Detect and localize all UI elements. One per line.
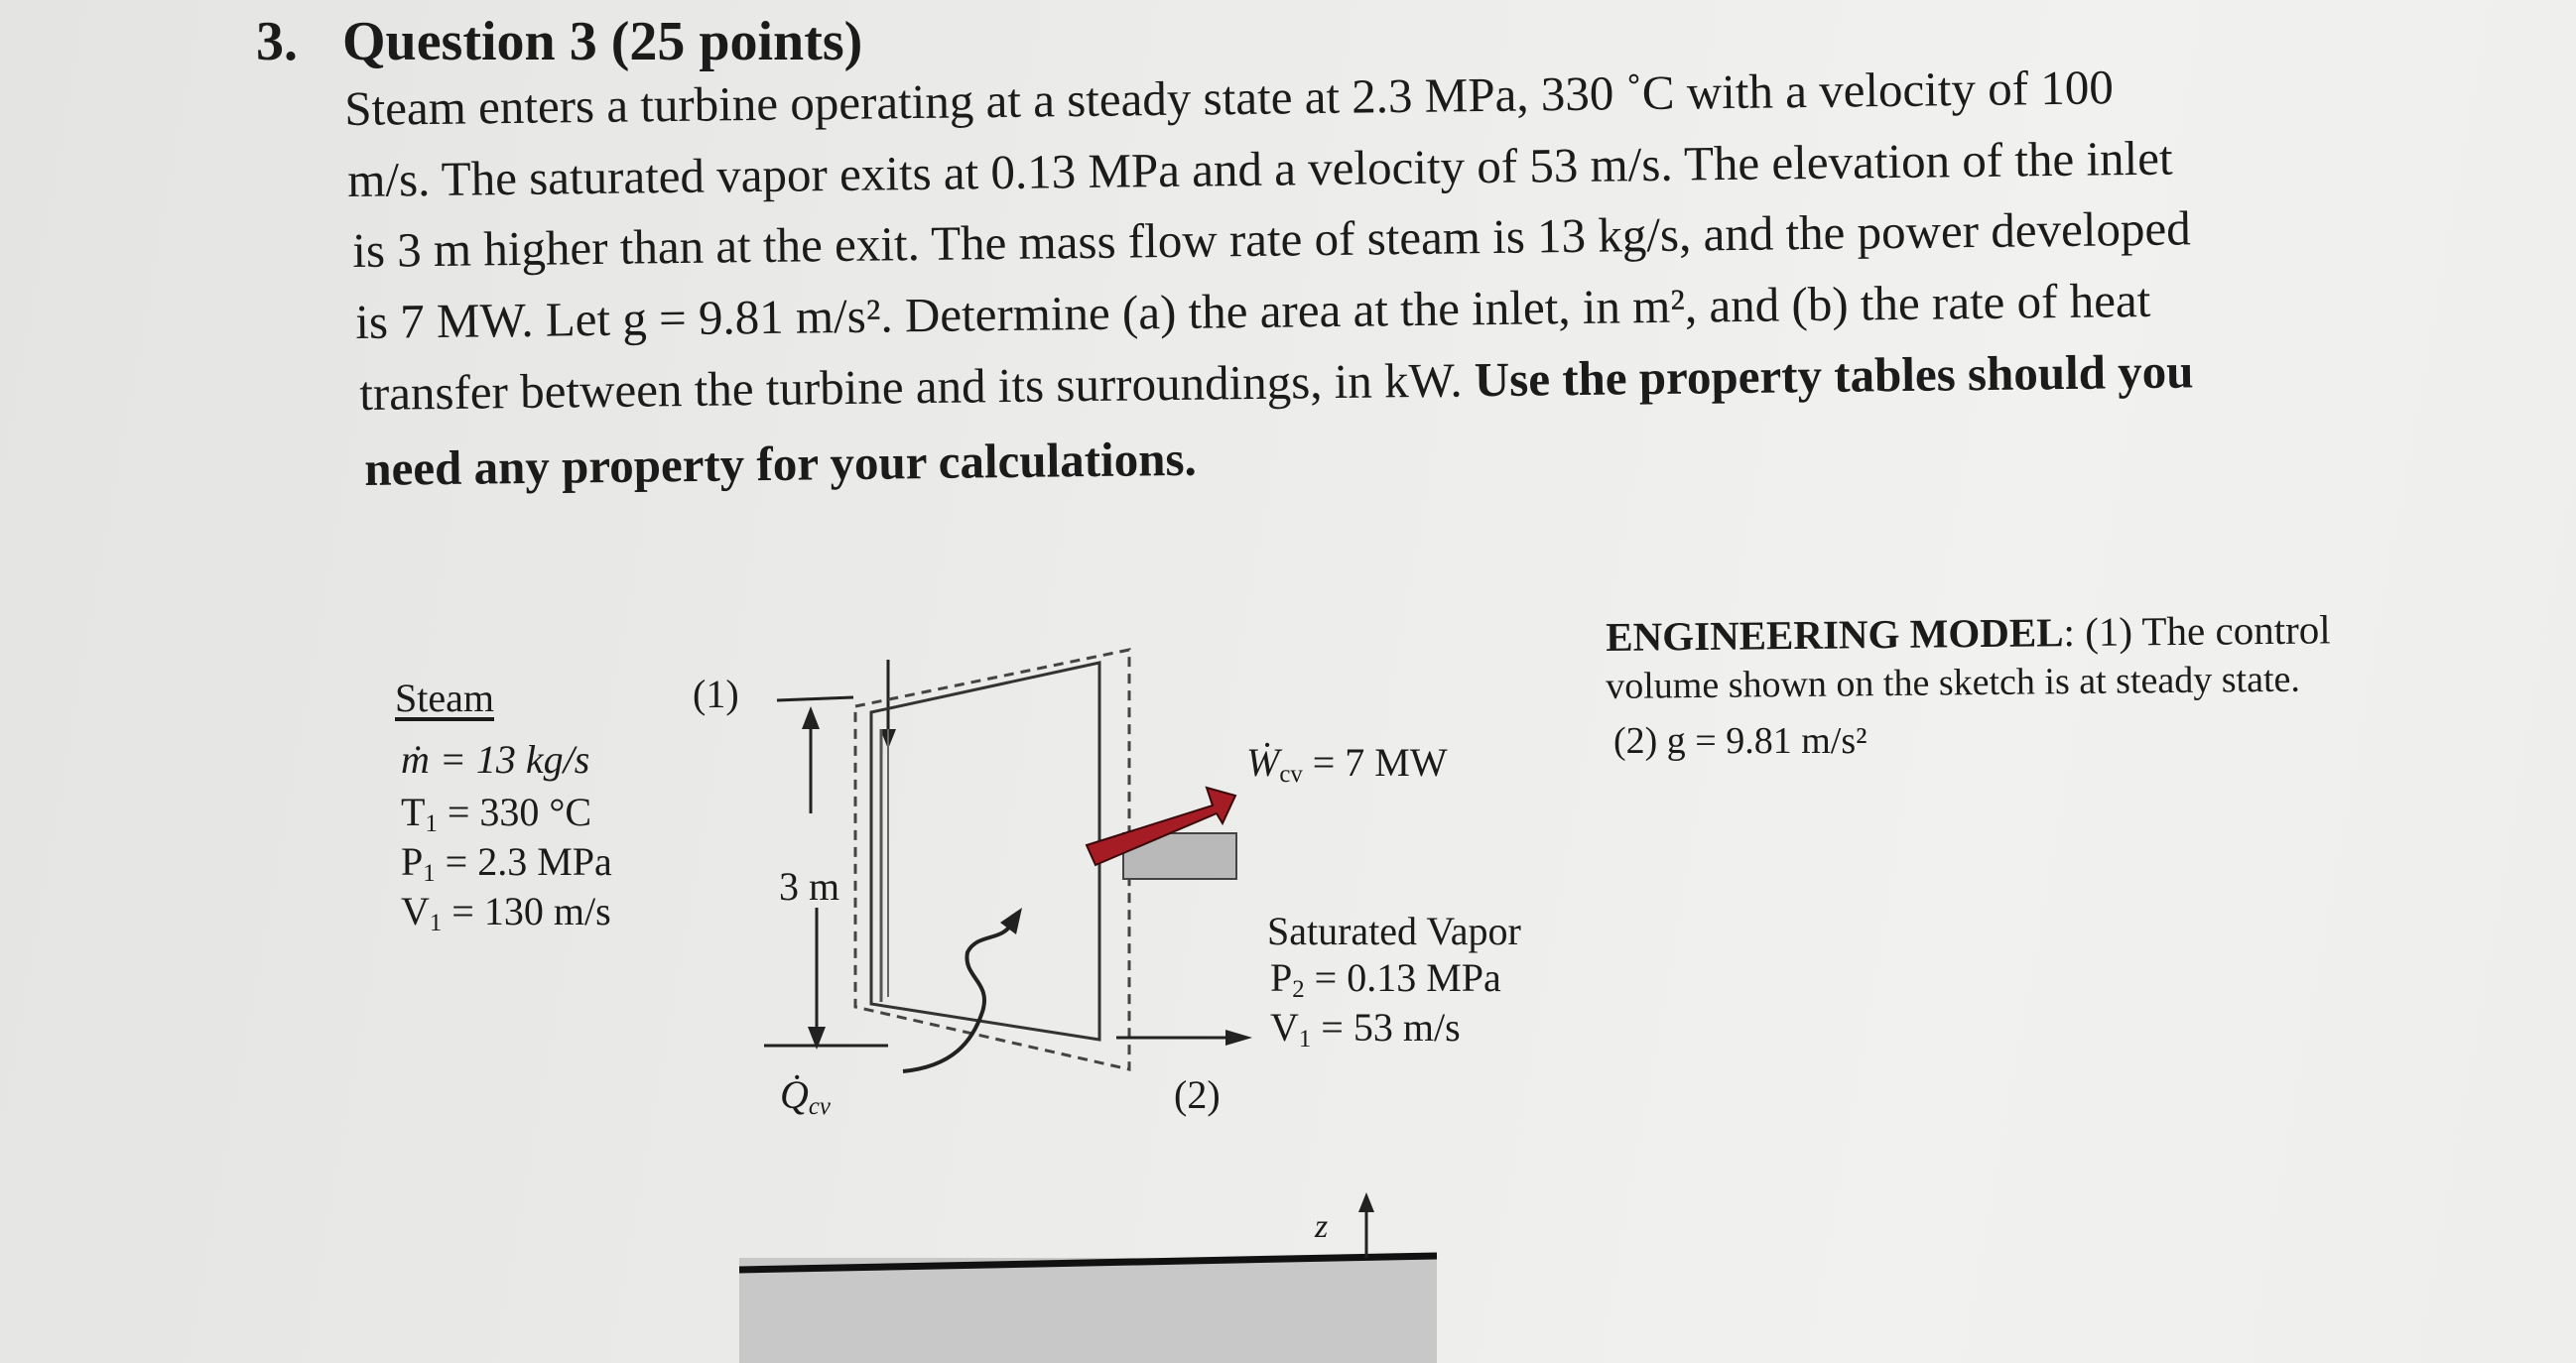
v2-value: = 53 m/s bbox=[1311, 1005, 1461, 1050]
p2-subscript: 2 bbox=[1292, 976, 1305, 1004]
t1-value: = 330 °C bbox=[437, 790, 592, 834]
question-line-2: m/s. The saturated vapor exits at 0.13 MPa and a velocity of 53 m/s. The elevation of the inlet bbox=[346, 130, 2173, 207]
inlet-state-label: (1) bbox=[693, 672, 739, 716]
p2-symbol: P bbox=[1270, 955, 1293, 1000]
z-axis-arrowhead bbox=[1358, 1192, 1374, 1212]
p1-value: = 2.3 MPa bbox=[435, 839, 612, 884]
inlet-temperature bbox=[401, 789, 592, 838]
question-line-6: need any property for your calculations. bbox=[363, 431, 1198, 496]
exit-state-label: (2) bbox=[1174, 1072, 1221, 1117]
exit-flow-arrowhead bbox=[1225, 1030, 1252, 1046]
work-label bbox=[1246, 739, 1448, 789]
p1-symbol: P bbox=[401, 839, 424, 884]
question-line-4: is 7 MW. Let g = 9.81 m/s². Determine (a) the area at the inlet, in m², and (b) the rate of heat bbox=[354, 272, 2151, 349]
work-value: = 7 MW bbox=[1302, 740, 1448, 785]
question-number: 3. bbox=[256, 11, 298, 72]
bold-instruction-start: Use the property tables should you bbox=[1474, 343, 2194, 408]
engineering-model-line-2: volume shown on the sketch is at steady state. bbox=[1606, 658, 2301, 707]
question-line-5-text: transfer between the turbine and its surroundings, in kW. bbox=[358, 352, 1463, 421]
height-arrow-up-head bbox=[802, 706, 820, 729]
exit-heading: Saturated Vapor bbox=[1267, 909, 1521, 953]
t1-subscript: 1 bbox=[425, 810, 438, 838]
t1-symbol: T bbox=[401, 790, 426, 834]
inlet-pressure bbox=[401, 838, 612, 888]
inlet-velocity bbox=[401, 888, 611, 937]
question-line-1: Steam enters a turbine operating at a steady state at 2.3 MPa, 330 ˚C with a velocity of 100 bbox=[343, 60, 2115, 136]
engineering-model-line-1-text: : (1) The control bbox=[2063, 606, 2331, 656]
z-axis-label: z bbox=[1315, 1208, 1329, 1245]
heat-symbol: Q̇ bbox=[780, 1072, 809, 1117]
exit-velocity bbox=[1270, 1004, 1461, 1051]
work-symbol: Ẇ bbox=[1246, 740, 1280, 785]
mass-flow-rate: ṁ = 13 kg/s bbox=[401, 737, 590, 782]
ground-block bbox=[739, 1258, 1437, 1363]
v1-symbol: V bbox=[401, 889, 430, 933]
v2-subscript: 1 bbox=[1298, 1026, 1312, 1053]
height-label: 3 m bbox=[779, 864, 840, 909]
v1-value: = 130 m/s bbox=[442, 889, 611, 933]
engineering-model-heading: ENGINEERING MODEL bbox=[1606, 609, 2064, 660]
heat-label bbox=[780, 1071, 831, 1121]
v1-subscript: 1 bbox=[429, 910, 443, 937]
p2-value: = 0.13 MPa bbox=[1304, 955, 1501, 1000]
turbine-body bbox=[871, 663, 1099, 1040]
question-title: Question 3 (25 points) bbox=[342, 11, 863, 72]
inlet-level-line bbox=[777, 697, 853, 700]
heat-subscript: cv bbox=[808, 1093, 831, 1121]
heat-transfer-squiggle bbox=[903, 923, 1012, 1071]
question-line-3: is 3 m higher than at the exit. The mass flow rate of steam is 13 kg/s, and the power developed bbox=[351, 200, 2191, 278]
exit-pressure bbox=[1270, 954, 1501, 1004]
steam-heading: Steam bbox=[395, 676, 494, 720]
p1-subscript: 1 bbox=[423, 860, 436, 888]
engineering-model-line-1 bbox=[1606, 605, 2331, 661]
v2-symbol: V bbox=[1270, 1005, 1299, 1050]
work-subscript: cv bbox=[1279, 761, 1303, 789]
engineering-model-line-3: (2) g = 9.81 m/s² bbox=[1613, 720, 1868, 762]
